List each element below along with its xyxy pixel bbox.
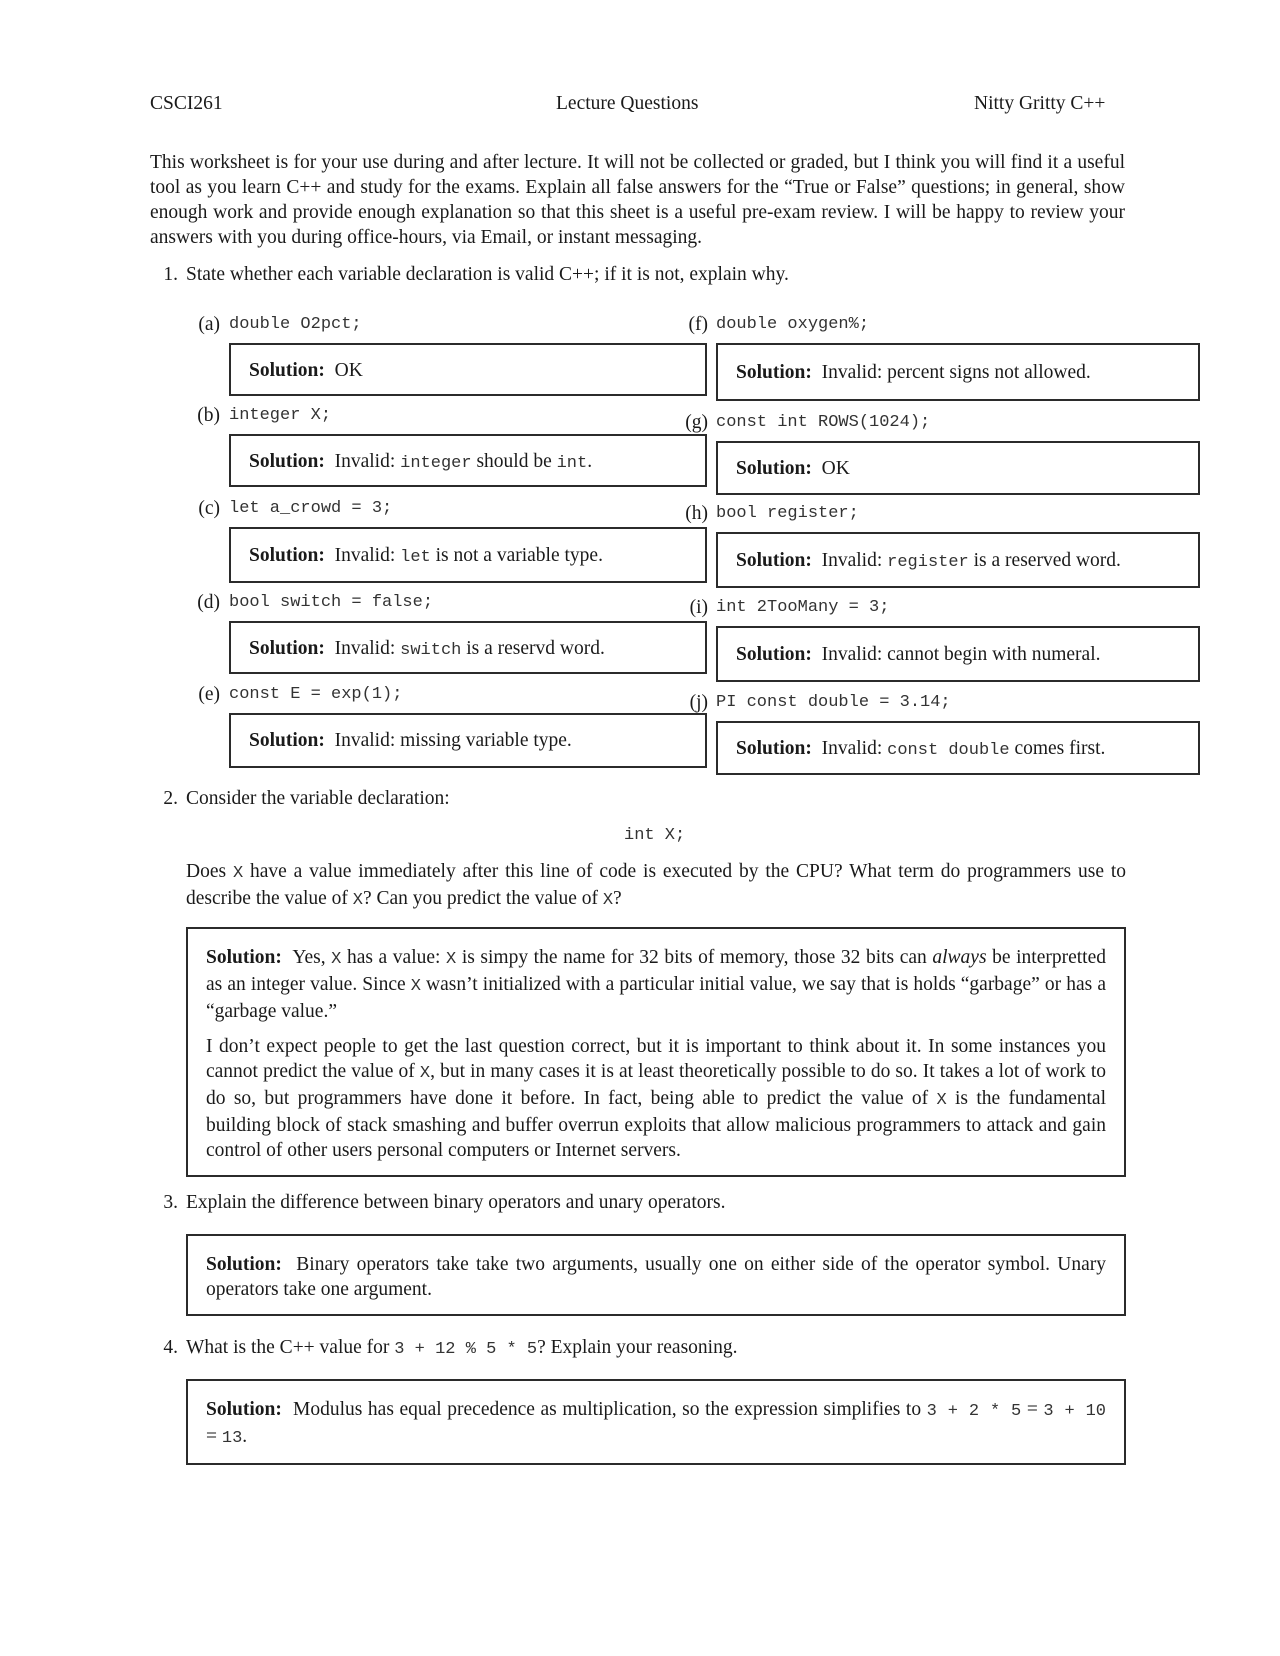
course-code: CSCI261 bbox=[150, 93, 223, 114]
solution-label: Solution: bbox=[249, 638, 325, 659]
q3-text: Explain the difference between binary operators and unary operators. bbox=[186, 1192, 726, 1213]
q1h-solution: Solution: Invalid: register is a reserved word. bbox=[736, 550, 1121, 572]
q1f-declaration: double oxygen%; bbox=[716, 315, 870, 334]
q4-solution-box bbox=[186, 1379, 1126, 1465]
q2-code: int X; bbox=[624, 826, 686, 845]
q1d-solution-box bbox=[229, 621, 707, 674]
q1c-label: (c) bbox=[198, 498, 220, 519]
q4-solution: Solution: Modulus has equal precedence as multiplication, so the expression simplifies to 3 + 2 * 5 = 3 + 10 = 13. bbox=[206, 1399, 1106, 1448]
q1e-declaration: const E = exp(1); bbox=[229, 685, 403, 704]
header-title: Lecture Questions bbox=[556, 93, 699, 114]
q1g-declaration: const int ROWS(1024); bbox=[716, 413, 931, 432]
solution-label: Solution: bbox=[206, 1399, 282, 1420]
q2-text: Consider the variable declaration: bbox=[186, 788, 450, 809]
q3-solution: Solution: Binary operators take take two arguments, usually one on either side of the operator symbol. Unary operators take one argument. bbox=[206, 1254, 1106, 1300]
q1a-solution: Solution: OK bbox=[249, 360, 363, 381]
q1g-solution: Solution: OK bbox=[736, 458, 850, 479]
q1d-solution: Solution: Invalid: switch is a reservd word. bbox=[249, 638, 605, 660]
solution-label: Solution: bbox=[249, 545, 325, 566]
q1h-declaration: bool register; bbox=[716, 504, 859, 523]
q1a-label: (a) bbox=[198, 314, 220, 335]
q1h-solution-box bbox=[716, 532, 1200, 588]
q1j-label: (j) bbox=[689, 692, 708, 713]
intro-paragraph: This worksheet is for your use during and after lecture. It will not be collected or graded, but I think you will find it a useful tool as you learn C++ and study for the exams. Explain all false answers for the “True or False” questions; in general, show enough work and provide enough explanation so that this sheet is a useful pre-exam review. I will be happy to review your answers with you during office-hours, via Email, or instant messaging. bbox=[150, 152, 1125, 248]
header-topic: Nitty Gritty C++ bbox=[974, 93, 1106, 114]
q3-number: 3. bbox=[163, 1192, 178, 1213]
q1a-declaration: double O2pct; bbox=[229, 315, 362, 334]
solution-label: Solution: bbox=[736, 362, 812, 383]
q1b-solution: Solution: Invalid: integer should be int. bbox=[249, 451, 593, 473]
q1c-solution-box bbox=[229, 527, 707, 583]
q1j-solution: Solution: Invalid: const double comes first. bbox=[736, 738, 1106, 760]
solution-label: Solution: bbox=[736, 644, 812, 665]
q1f-solution-box bbox=[716, 343, 1200, 401]
q4-text: What is the C++ value for 3 + 12 % 5 * 5? Explain your reasoning. bbox=[186, 1337, 738, 1359]
solution-label: Solution: bbox=[736, 738, 812, 759]
q1c-solution: Solution: Invalid: let is not a variable type. bbox=[249, 545, 603, 567]
q1e-solution: Solution: Invalid: missing variable type. bbox=[249, 730, 572, 751]
q1i-solution-box bbox=[716, 626, 1200, 682]
q1j-solution-box bbox=[716, 721, 1200, 775]
solution-label: Solution: bbox=[736, 550, 812, 571]
q1b-solution-box bbox=[229, 434, 707, 487]
q2-question: Does X have a value immediately after this line of code is executed by the CPU? What term do programmers use to describe the value of X? Can you predict the value of X? bbox=[186, 861, 1126, 910]
q1i-solution: Solution: Invalid: cannot begin with numeral. bbox=[736, 644, 1101, 665]
q2-number: 2. bbox=[163, 788, 178, 809]
q1b-label: (b) bbox=[197, 405, 220, 426]
q1-number: 1. bbox=[163, 264, 178, 285]
q1e-label: (e) bbox=[198, 684, 220, 705]
q2-solution-p2: I don’t expect people to get the last question correct, but it is important to think about it. In some instances you cannot predict the value of X, but in many cases it is at least theoretically possible to do so. It takes a lot of work to do so, but programmers have done it before. In fact, being able to predict the value of X is the fundamental building block of stack smashing and buffer overrun exploits that allow malicious programmers to attack and gain control of other users personal computers or Internet servers. bbox=[206, 1036, 1107, 1161]
solution-label: Solution: bbox=[249, 451, 325, 472]
q1b-declaration: integer X; bbox=[229, 406, 332, 425]
q1j-declaration: PI const double = 3.14; bbox=[716, 693, 951, 712]
solution-label: Solution: bbox=[206, 947, 282, 968]
q2-solution-box bbox=[186, 927, 1126, 1177]
q1d-label: (d) bbox=[197, 592, 220, 613]
q1i-label: (i) bbox=[689, 597, 708, 618]
solution-label: Solution: bbox=[249, 730, 325, 751]
solution-label: Solution: bbox=[736, 458, 812, 479]
q1f-solution: Solution: Invalid: percent signs not allowed. bbox=[736, 362, 1091, 383]
q1g-label: (g) bbox=[685, 412, 708, 433]
solution-label: Solution: bbox=[206, 1254, 282, 1275]
q1i-declaration: int 2TooMany = 3; bbox=[716, 598, 890, 617]
q1e-solution-box bbox=[229, 713, 707, 768]
q1h-label: (h) bbox=[685, 503, 708, 524]
q1a-solution-box bbox=[229, 343, 707, 396]
q1-text: State whether each variable declaration is valid C++; if it is not, explain why. bbox=[186, 264, 789, 285]
q3-solution-box bbox=[186, 1234, 1126, 1316]
q1g-solution-box bbox=[716, 441, 1200, 495]
q1c-declaration: let a_crowd = 3; bbox=[229, 499, 393, 518]
solution-label: Solution: bbox=[249, 360, 325, 381]
q1f-label: (f) bbox=[688, 314, 708, 335]
q2-solution-p1: Solution: Yes, X has a value: X is simpy the name for 32 bits of memory, those 32 bits can always be interpretted as an integer value. Since X wasn’t initialized with a particular initial value, we say that is holds “garbage” or has a “garbage value.” bbox=[206, 947, 1107, 1022]
q4-number: 4. bbox=[163, 1337, 178, 1358]
q1d-declaration: bool switch = false; bbox=[229, 593, 434, 612]
